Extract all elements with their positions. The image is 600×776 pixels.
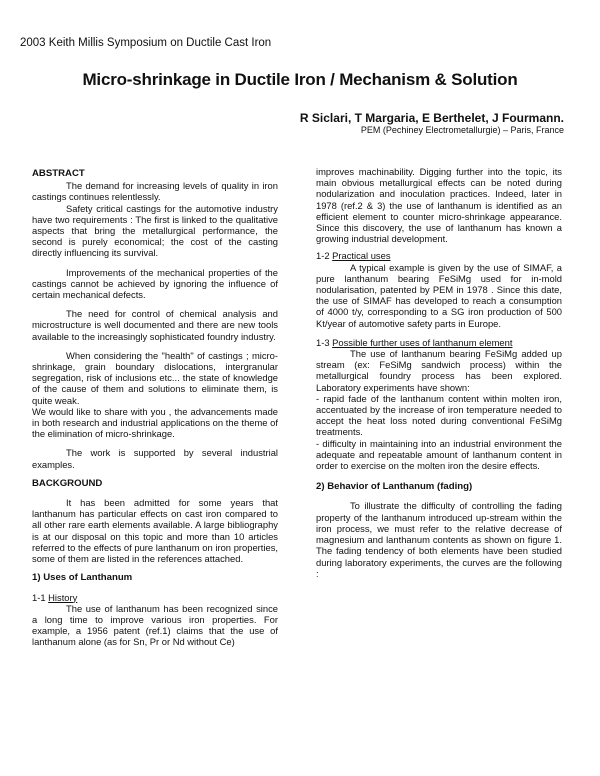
author-affiliation: PEM (Pechiney Electrometallurgie) – Paris, France [360,125,564,135]
uses-heading: 1) Uses of Lanthanum [32,572,133,584]
behavior-paragraph: To illustrate the difficulty of controlling the fading property of the lanthanum introduced up-stream within the iron process, we must refer to the relative decrease of magnesium and lanthanum contents as shown on figure 1. The fading tendency of both elements have been studied during laboratory experiments, the curves are the following : [316,500,562,579]
abstract-paragraph: The need for control of chemical analysis and microstructure is well documented and there are new tools available to the increasingly sophisticated foundry industry. [32,308,278,342]
abstract-heading: ABSTRACT [32,168,85,179]
practical-subheading [316,250,562,261]
running-header: 2003 Keith Millis Symposium on Ductile Cast Iron [20,37,272,49]
practical-paragraph: A typical example is given by the use of SIMAF, a pure lanthanum bearing FeSiMg used for in-mold nodularisation, patented by PEM in 1978 . Since this date, the use of SIMAF has developed to reach a consumption of 4000 t/y, corresponding to a SG iron production of 500 Kt/year of automotive safety parts in Europe. [316,261,562,329]
right-column [316,166,562,587]
further-title: Possible further uses of lanthanum element [332,336,513,348]
further-list-item: - rapid fade of the lanthanum content within molten iron, accentuated by the increase of iron temperature needed to accept the heat loss noted during conventional FeSiMg treatments. [316,392,562,438]
practical-title: Practical uses [332,250,391,262]
abstract-paragraph: Improvements of the mechanical properties of the castings cannot be achieved by ignoring the influence of certain mechanical defects. [32,266,278,301]
left-column [32,168,278,656]
abstract-paragraph: The demand for increasing levels of quality in iron castings continues relentlessly. [32,180,278,203]
further-subheading [316,337,562,348]
abstract-paragraph: When considering the "health" of castings ; micro-shrinkage, grain boundary dislocations, intergranular segregation, risk of inclusions etc... the state of knowledge of the cause of them and solutions to eliminate them, is quite weak. [32,349,278,406]
abstract-paragraph: Safety critical castings for the automotive industry have two requirements : The first is linked to the qualitative aspects that bring the metallurgical performance, the second is purely economical; the cost of the casting directly influencing its survival. [32,202,278,259]
author-list: R Siclari, T Margaria, E Berthelet, J Fourmann. [299,111,564,125]
background-heading: BACKGROUND [32,477,103,489]
behavior-heading: 2) Behavior of Lanthanum (fading) [316,481,473,493]
abstract-paragraph: We would like to share with you , the advancements made in both research and industrial applications on the theme of the elimination of micro-shrinkage. [32,405,278,440]
paper-title: Micro-shrinkage in Ductile Iron / Mechanism & Solution [82,70,518,89]
history-subheading [32,592,278,603]
background-paragraph: It has been admitted for some years that lanthanum has particular effects on cast iron compared to all other rare earth elements available. A large bibliography is at our disposal on this topic and more than 10 articles referred to the effects of pure lanthanum on iron properties, some of them are listed in the references attached. [32,497,278,565]
further-list-item: - difficulty in maintaining into an industrial environment the adequate and repeatable amount of lanthanum content in order to exercise on the molten iron the desire effects. [316,437,562,472]
history-continuation: improves machinability. Digging further into the topic, its main obvious metallurgical effects can be noted during nodularization and inoculation practices. Indeed, later in 1978 (ref.2 & 3) the use of lanthanum is identified as an efficient element to counter micro-shrinkage appearance. Since this discovery, the use of lanthanum has known a growing industrial development. [316,166,562,245]
further-paragraph: The use of lanthanum bearing FeSiMg added up stream (ex: FeSiMg sandwich process) within the metallurgical foundry process has been explored. Laboratory experiments have shown: [316,348,562,393]
further-number: 1-3 [316,336,333,348]
practical-number: 1-2 [316,250,333,262]
abstract-paragraph: The work is supported by several industrial examples. [32,447,278,470]
history-title: History [48,591,78,603]
history-paragraph: The use of lanthanum has been recognized since a long time to improve various iron properties. For example, a 1956 patent (ref.1) claims that the use of lanthanum alone (as for Sn, Pr or Nd without Ce) [32,602,278,648]
history-number: 1-1 [32,591,49,603]
